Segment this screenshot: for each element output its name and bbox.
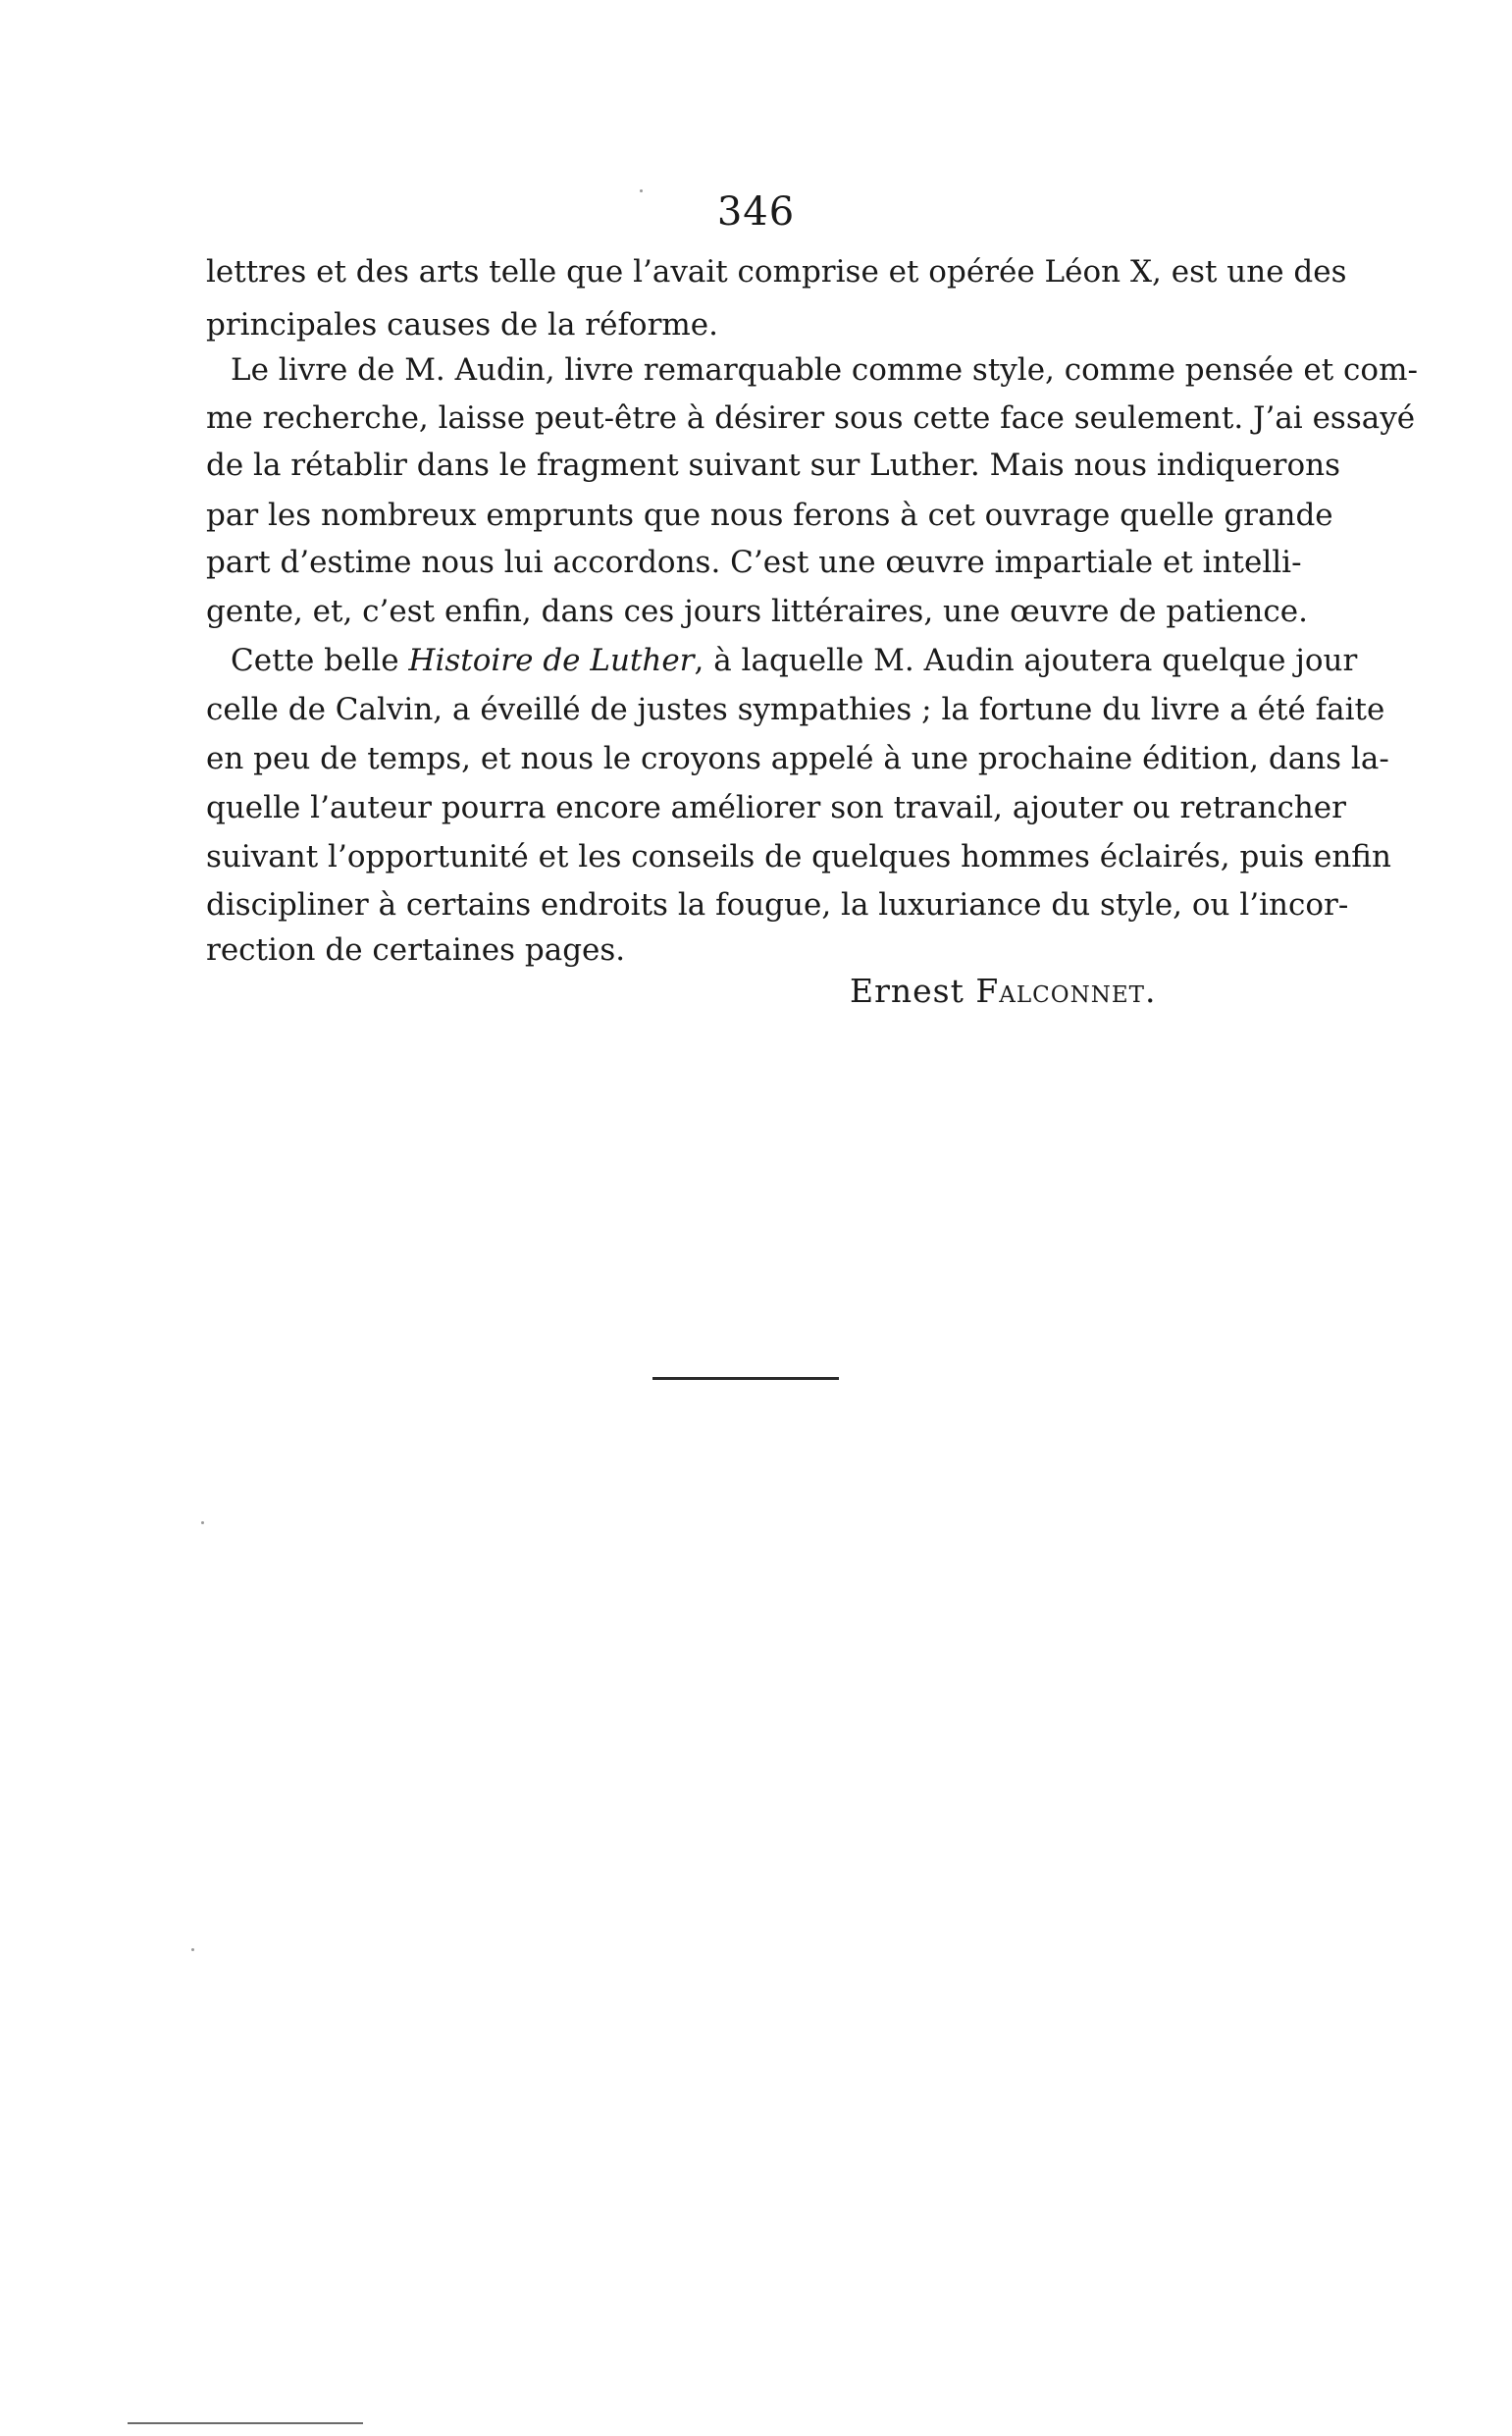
paragraph-3-line-4: quelle l’auteur pourra encore améliorer son travail, ajouter ou retrancher <box>206 790 1346 825</box>
paragraph-3-line-1-start: Cette belle <box>231 643 409 678</box>
author-signature <box>850 972 1157 1010</box>
scan-speck <box>640 189 643 192</box>
paragraph-2-line-1: Le livre de M. Audin, livre remarquable comme style, comme pensée et com- <box>231 352 1418 388</box>
scan-speck <box>201 1521 204 1524</box>
author-last-name: Falconnet. <box>975 972 1157 1010</box>
paragraph-2-line-2: me recherche, laisse peut-être à désirer sous cette face seulement. J’ai essayé <box>206 400 1416 436</box>
paragraph-3-line-1-end: , à laquelle M. Audin ajoutera quelque jour <box>694 643 1358 678</box>
paragraph-3-line-7: rection de certaines pages. <box>206 932 626 968</box>
paragraph-3-line-6: discipliner à certains endroits la fougue, la luxuriance du style, ou l’incor- <box>206 887 1349 923</box>
paragraph-2-line-3: de la rétablir dans le fragment suivant sur Luther. Mais nous indiquerons <box>206 448 1341 483</box>
book-title: Histoire de Luther <box>408 643 695 678</box>
paragraph-2-line-4: par les nombreux emprunts que nous ferons à cet ouvrage quelle grande <box>206 498 1333 533</box>
paragraph-3-line-2: celle de Calvin, a éveillé de justes sympathies ; la fortune du livre a été faite <box>206 692 1385 727</box>
paragraph-3-line-1 <box>231 643 1358 678</box>
author-first-name: Ernest <box>850 972 965 1010</box>
section-divider-rule <box>652 1377 839 1380</box>
paragraph-2-line-5: part d’estime nous lui accordons. C’est une œuvre impartiale et intelli- <box>206 545 1302 580</box>
paragraph-1-line-1: lettres et des arts telle que l’avait comprise et opérée Léon X, est une des <box>206 254 1347 290</box>
paragraph-3-line-3: en peu de temps, et nous le croyons appelé à une prochaine édition, dans la- <box>206 741 1389 776</box>
page-number: 346 <box>716 189 796 235</box>
paragraph-2-line-6: gente, et, c’est enfin, dans ces jours littéraires, une œuvre de patience. <box>206 594 1308 629</box>
scan-speck <box>191 1948 194 1951</box>
page-edge-rule <box>128 2422 363 2424</box>
paragraph-1-line-2: principales causes de la réforme. <box>206 307 719 343</box>
paragraph-3-line-5: suivant l’opportunité et les conseils de quelques hommes éclairés, puis enfin <box>206 839 1391 874</box>
